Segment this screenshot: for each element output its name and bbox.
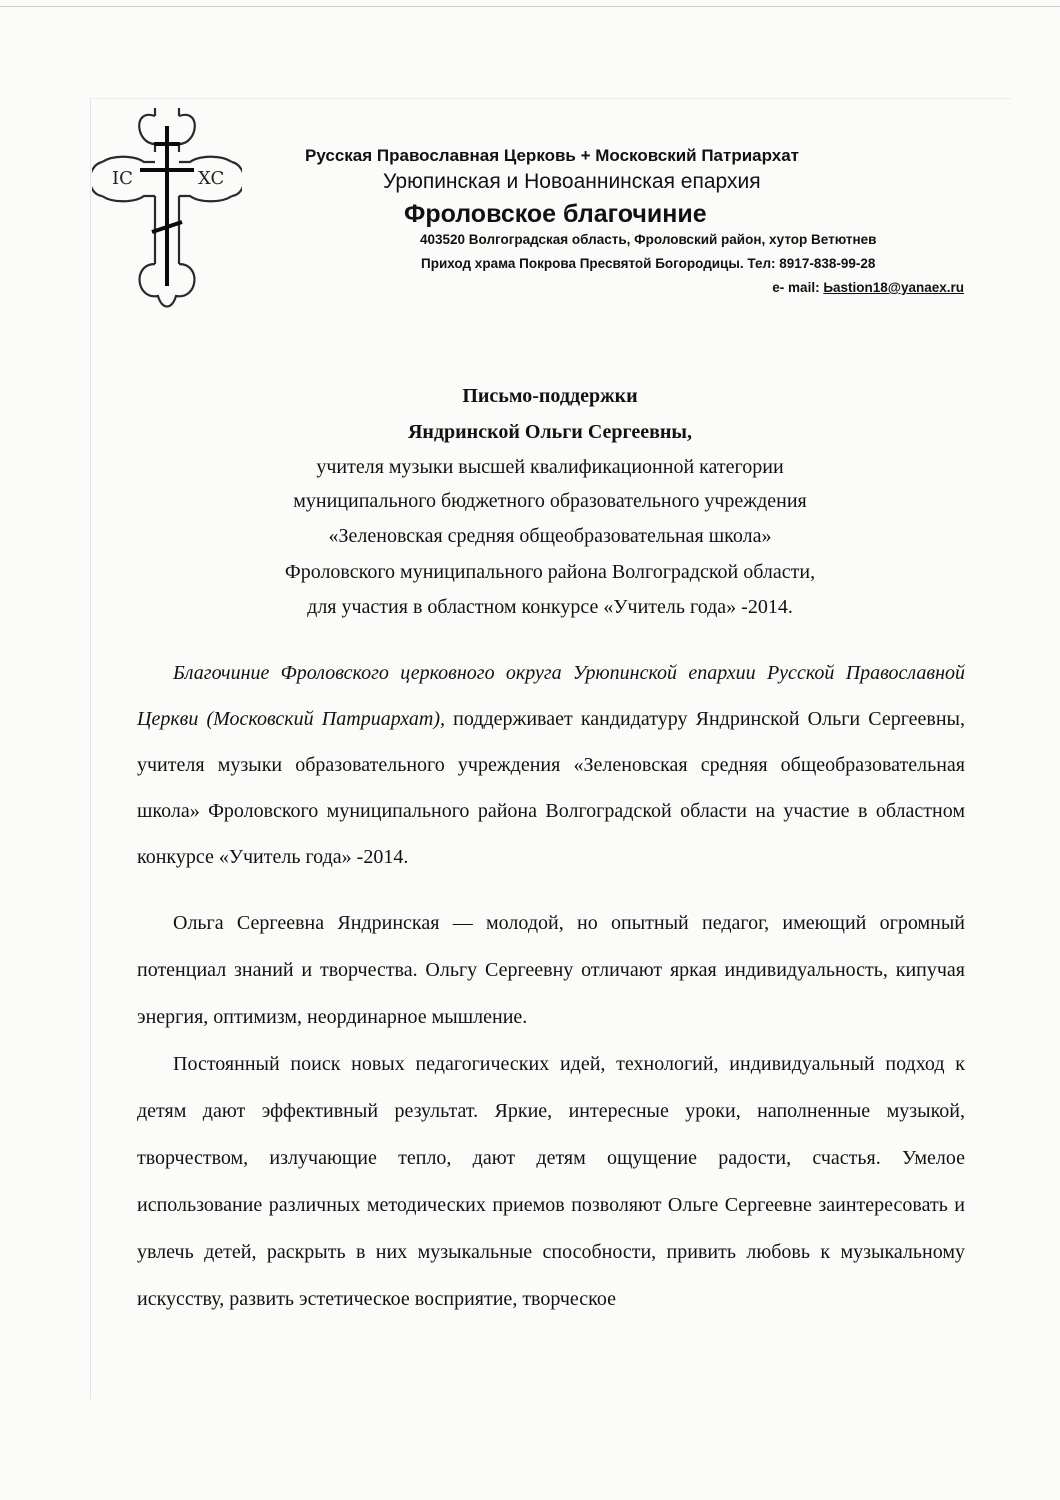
paragraph-support <box>137 650 965 880</box>
paragraph-description: Ольга Сергеевна Яндринская — молодой, но опытный педагог, имеющий огромный потенциал знаний и творчества. Ольгу Сергеевну отличают яркая индивидуальность, кипучая энергия, оптимизм, неординарное мышление. <box>137 912 965 1028</box>
crest-left-letters: IC <box>112 168 133 189</box>
paragraph-support-rest: поддерживает кандидатуру Яндринской Ольги Сергеевны, учителя музыки образовательного учреждения «Зеленовская средняя общеобразовательная школа» Фроловского муниципального района Волгоградской области на участие в областном конкурсе «Учитель года» -2014. <box>137 708 965 868</box>
paragraph-support-lead: Благочиние Фроловского церковного округа Урюпинской епархии Русской Православной Церкви (Московский Патриархат), <box>137 662 965 730</box>
crest-right-letters: XC <box>198 168 225 189</box>
letter-title: Письмо-поддержки <box>462 385 638 407</box>
paragraph-methods: Постоянный поиск новых педагогических идей, технологий, индивидуальный подход к детям дают эффективный результат. Яркие, интересные уроки, наполненные музыкой, творчеством, излучающие тепло, дают детям ощущение радости, счастья. Умелое использование различных методических приемов позволяют Ольге Сергеевне заинтересовать и увлечь детей, раскрыть в них музыкальные способности, привить любовь к музыкальному искусству, развить эстетическое восприятие, творческое <box>137 1053 965 1310</box>
letterhead-church: Русская Православная Церковь + Московский Патриархат <box>305 146 800 165</box>
letterhead-email-line <box>600 280 964 295</box>
heading-line-4: Фроловского муниципального района Волгоградской области, <box>284 561 816 583</box>
orthodox-cross-icon <box>92 104 242 314</box>
scan-edge-line <box>0 6 1060 7</box>
email-label: e- mail: <box>772 280 824 295</box>
candidate-name: Яндринской Ольги Сергеевны, <box>407 421 693 443</box>
email-address: Ьastion18@yanaex.ru <box>823 280 964 295</box>
letterhead-parish-phone: Приход храма Покрова Пресвятой Богородицы. Тел: 8917-838-99-28 <box>421 256 876 271</box>
letterhead-address: 403520 Волгоградская область, Фроловский район, хутор Ветютнев <box>420 232 877 247</box>
letter-body <box>137 650 965 1323</box>
letterhead-eparchy: Урюпинская и Новоаннинская епархия <box>383 170 761 193</box>
heading-line-1: учителя музыки высшей квалификационной категории <box>316 456 784 478</box>
letterhead-deanery: Фроловское благочиние <box>404 200 707 228</box>
heading-line-5: для участия в областном конкурсе «Учитель года» -2014. <box>307 596 793 618</box>
heading-line-2: муниципального бюджетного образовательного учреждения <box>293 490 807 512</box>
heading-line-3: «Зеленовская средняя общеобразовательная школа» <box>328 525 772 547</box>
